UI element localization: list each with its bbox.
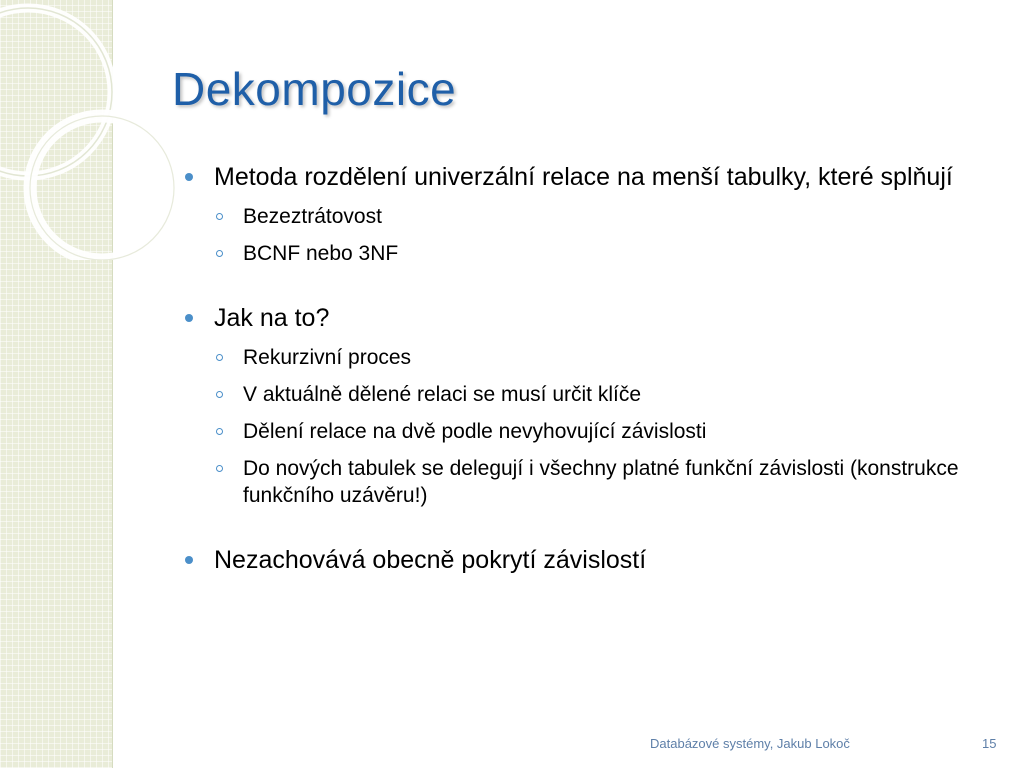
- sub-bullet-circle-icon: [216, 428, 223, 435]
- bullet-dot-icon: [185, 314, 193, 322]
- sub-bullet-circle-icon: [216, 465, 223, 472]
- sub-bullet-item: [182, 203, 992, 230]
- footer-text: Databázové systémy, Jakub Lokoč: [650, 736, 850, 751]
- sub-bullet-circle-icon: [216, 391, 223, 398]
- bullet-item: [182, 303, 992, 334]
- slide-content: [182, 162, 992, 576]
- bullet-dot-icon: [185, 173, 193, 181]
- bullet-text: Nezachovává obecně pokrytí závislostí: [214, 546, 647, 574]
- sub-bullet-item: [182, 381, 992, 408]
- sub-bullet-text: Rekurzivní proces: [243, 346, 412, 369]
- sidebar-pattern: [0, 0, 113, 768]
- sub-bullet-item: [182, 418, 992, 445]
- sub-bullet-text: Bezeztrátovost: [243, 205, 382, 228]
- sub-bullet-text: V aktuálně dělené relaci se musí určit klíče: [243, 383, 642, 406]
- page-number: 15: [982, 736, 997, 751]
- sub-bullet-item: [182, 344, 992, 371]
- sub-bullet-item: [182, 455, 992, 509]
- sub-bullet-text: Dělení relace na dvě podle nevyhovující závislosti: [243, 420, 707, 443]
- sub-bullet-text: Do nových tabulek se delegují i všechny platné funkční závislosti (konstrukce funkčního uzávěru!): [243, 457, 959, 507]
- sub-bullet-circle-icon: [216, 213, 223, 220]
- sub-bullet-circle-icon: [216, 250, 223, 257]
- bullet-text: Metoda rozdělení univerzální relace na menší tabulky, které splňují: [214, 163, 953, 191]
- bullet-text: Jak na to?: [214, 304, 330, 332]
- bullet-dot-icon: [185, 556, 193, 564]
- sub-bullet-circle-icon: [216, 354, 223, 361]
- sub-bullet-text: BCNF nebo 3NF: [243, 242, 399, 265]
- bullet-item: [182, 545, 992, 576]
- bullet-item: [182, 162, 992, 193]
- slide-title: Dekompozice: [172, 63, 457, 115]
- sub-bullet-item: [182, 240, 992, 267]
